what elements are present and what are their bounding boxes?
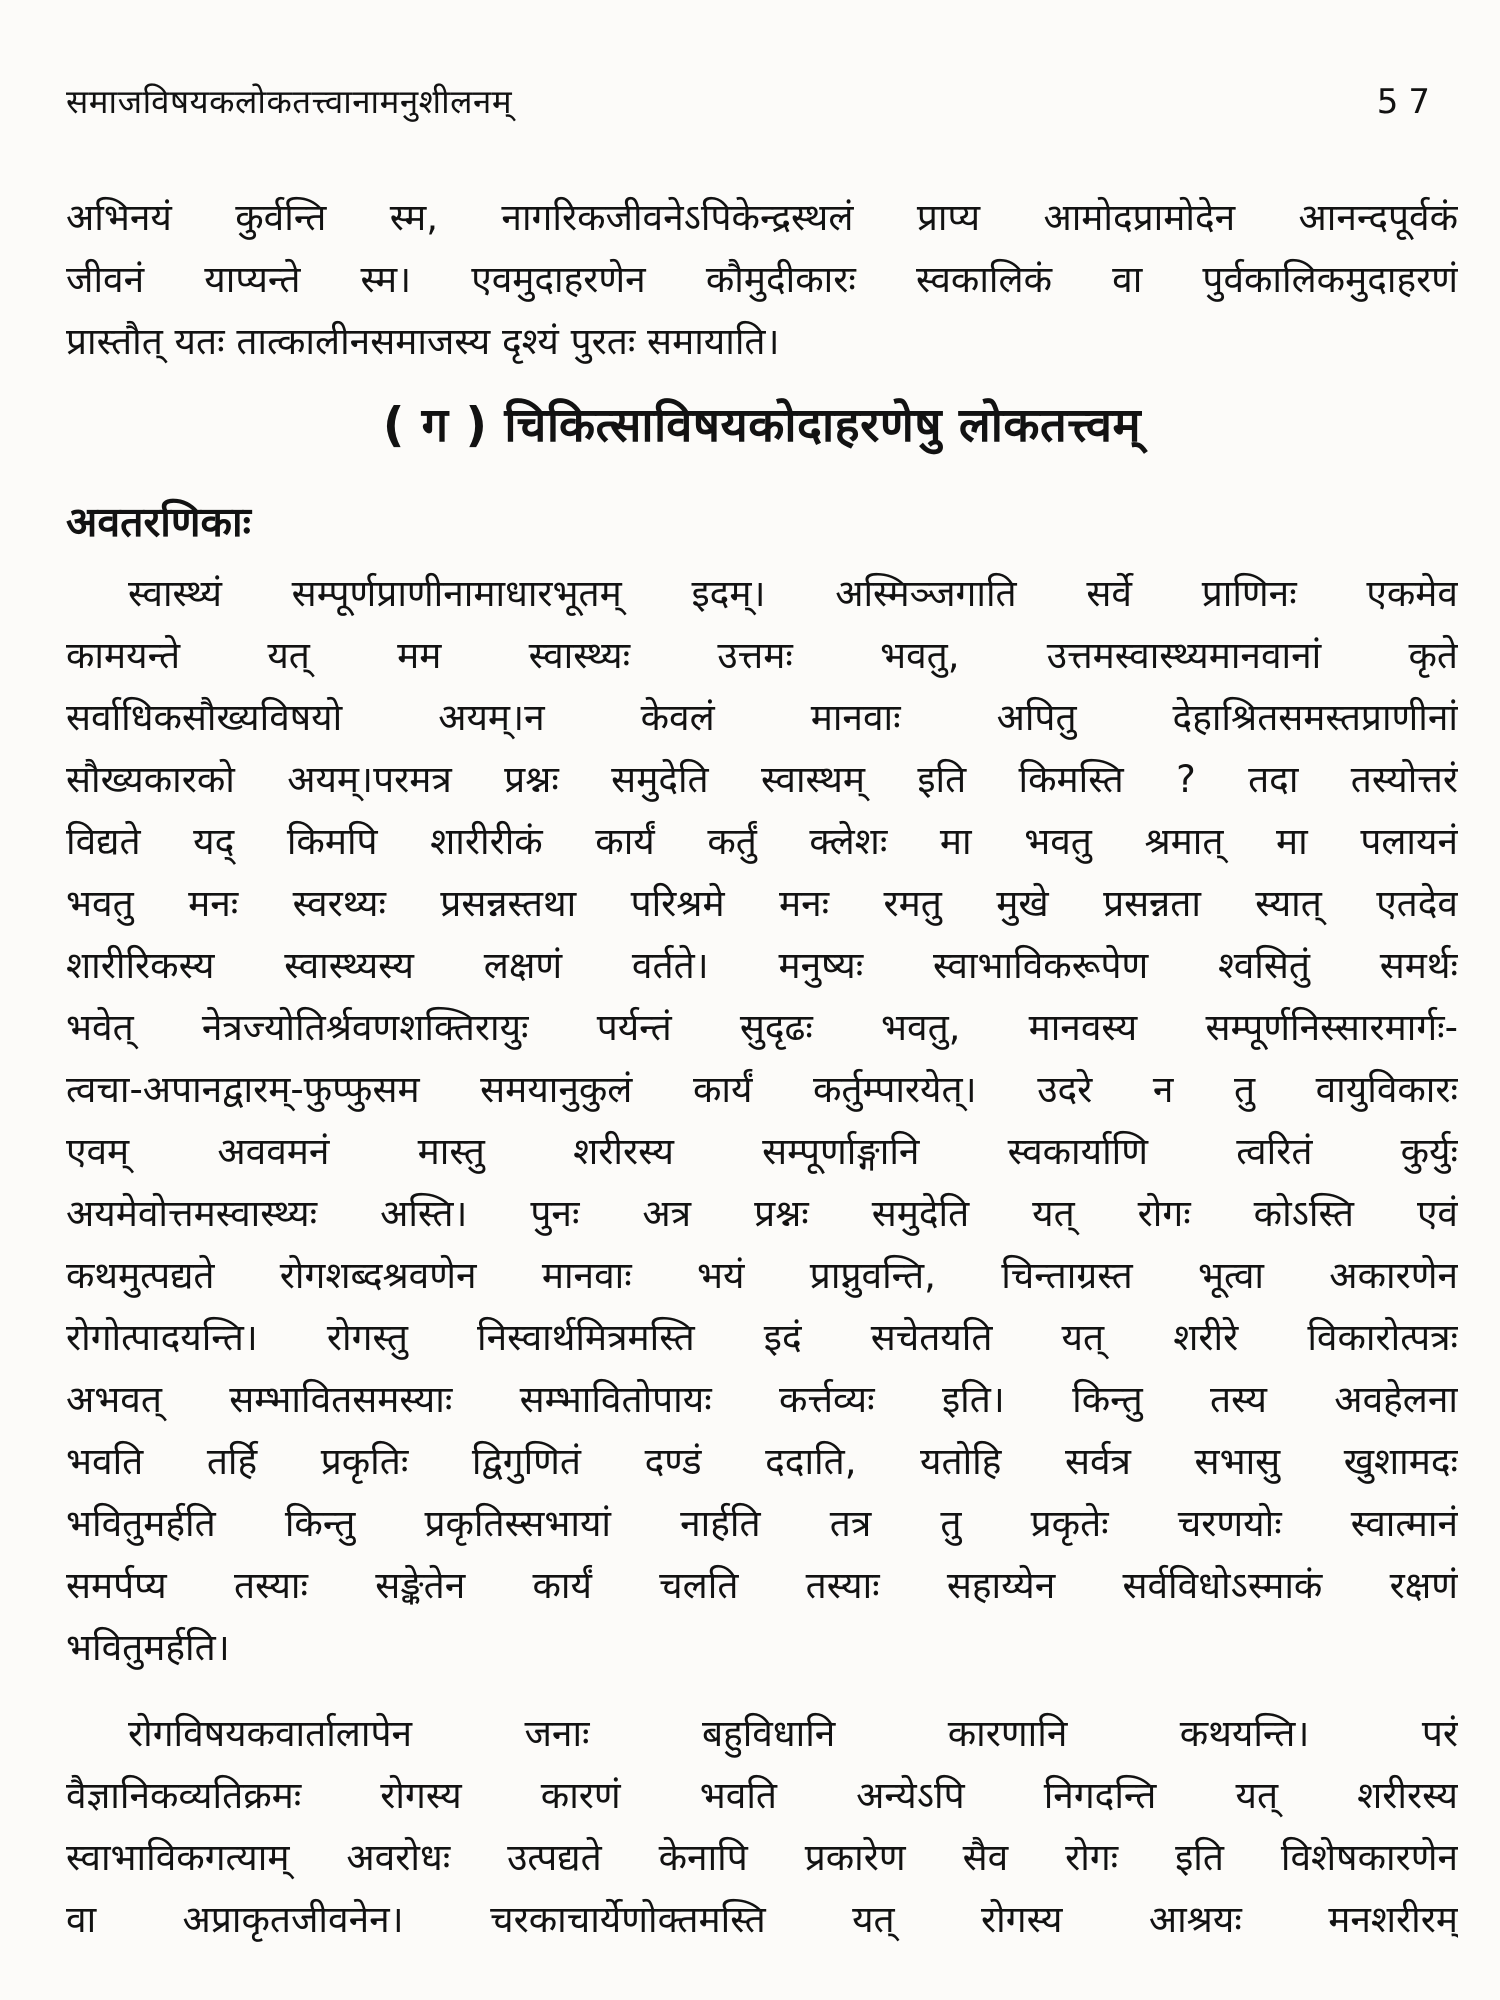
text-line: भवितुमर्हति। xyxy=(66,1626,230,1669)
text-line: भवितुमर्हति किन्तु प्रकृतिस्सभायां नार्हति तत्र तु प्रकृतेः चरणयोः स्वात्मानं xyxy=(66,1502,1458,1545)
running-header xyxy=(66,78,1458,123)
closing-paragraph xyxy=(66,1703,1458,1951)
body-paragraph xyxy=(66,563,1458,1679)
text-line: अभवत् सम्भावितसमस्याः सम्भावितोपायः कर्त्तव्यः इति। किन्तु तस्य अवहेलना xyxy=(66,1378,1458,1421)
text-line: भवति तर्हि प्रकृतिः द्विगुणितं दण्डं ददाति, यतोहि सर्वत्र सभासु खुशामदः xyxy=(66,1440,1458,1483)
text-line: सौख्यकारको अयम्।परमत्र प्रश्नः समुदेति स्वास्थम् इति किमस्ति ? तदा तस्योत्तरं xyxy=(66,758,1458,801)
text-line: त्वचा-अपानद्वारम्-फुप्फुसम समयानुकुलं कार्यं कर्तुम्पारयेत्। उदरे न तु वायुविकारः xyxy=(66,1068,1458,1111)
text-line: वा अप्राकृतजीवनेन। चरकाचार्येणोक्तमस्ति यत् रोगस्य आश्रयः मनशरीरम् xyxy=(66,1898,1458,1941)
text-line: जीवनं याप्यन्ते स्म। एवमुदाहरणेन कौमुदीकारः स्वकालिकं वा पुर्वकालिकमुदाहरणं xyxy=(66,258,1458,301)
text-line: सर्वाधिकसौख्यविषयो अयम्।न केवलं मानवाः अपितु देहाश्रितसमस्तप्राणीनां xyxy=(66,696,1458,739)
text-line: रोगोत्पादयन्ति। रोगस्तु निस्वार्थमित्रमस्ति इदं सचेतयति यत् शरीरे विकारोत्पत्रः xyxy=(66,1316,1458,1359)
text-line: कामयन्ते यत् मम स्वास्थ्यः उत्तमः भवतु, उत्तमस्वास्थ्यमानवानां कृते xyxy=(66,634,1458,677)
running-header-title: समाजविषयकलोकतत्त्वानामनुशीलनम् xyxy=(66,82,513,121)
text-line: रोगविषयकवार्तालापेन जनाः बहुविधानि कारणानि कथयन्ति। परं xyxy=(128,1712,1458,1755)
text-line: भवतु मनः स्वरथ्यः प्रसन्नस्तथा परिश्रमे मनः रमतु मुखे प्रसन्नता स्यात् एतदेव xyxy=(66,882,1458,925)
sub-heading: अवतरणिकाः xyxy=(66,498,251,546)
text-line: एवम् अववमनं मास्तु शरीरस्य सम्पूर्णाङ्गानि स्वकार्याणि त्वरितं कुर्युः xyxy=(66,1130,1458,1173)
text-line: अभिनयं कुर्वन्ति स्म, नागरिकजीवनेऽपिकेन्द्रस्थलं प्राप्य आमोदप्रामोदेन आनन्दपूर्वकं xyxy=(66,196,1458,239)
text-line: प्रास्तौत् यतः तात्कालीनसमाजस्य दृश्यं पुरतः समायाति। xyxy=(66,320,780,363)
text-line: अयमेवोत्तमस्वास्थ्यः अस्ति। पुनः अत्र प्रश्नः समुदेति यत् रोगः कोऽस्ति एवं xyxy=(66,1192,1458,1235)
text-line: भवेत् नेत्रज्योतिर्श्रवणशक्तिरायुः पर्यन्तं सुदृढः भवतु, मानवस्य सम्पूर्णनिस्सारमार्गः- xyxy=(66,1006,1458,1049)
page-number: 57 xyxy=(1376,82,1440,122)
section-heading: ( ग ) चिकित्साविषयकोदाहरणेषु लोकतत्त्वम् xyxy=(382,398,1142,453)
text-line: स्वास्थ्यं सम्पूर्णप्राणीनामाधारभूतम् इदम्। अस्मिञ्जगाति सर्वे प्राणिनः एकमेव xyxy=(128,572,1458,615)
intro-paragraph xyxy=(66,187,1458,373)
text-line: विद्यते यद् किमपि शारीरीकं कार्यं कर्तुं क्लेशः मा भवतु श्रमात् मा पलायनं xyxy=(66,820,1458,863)
text-line: शारीरिकस्य स्वास्थ्यस्य लक्षणं वर्तते। मनुष्यः स्वाभाविकरूपेण श्वसितुं समर्थः xyxy=(66,944,1458,987)
text-line: स्वाभाविकगत्याम् अवरोधः उत्पद्यते केनापि प्रकारेण सैव रोगः इति विशेषकारणेन xyxy=(66,1836,1458,1879)
text-line: समर्पप्य तस्याः सङ्केतेन कार्यं चलति तस्याः सहाय्येन सर्वविधोऽस्माकं रक्षणं xyxy=(66,1564,1458,1607)
text-line: कथमुत्पद्यते रोगशब्दश्रवणेन मानवाः भयं प्राप्नुवन्ति, चिन्ताग्रस्त भूत्वा अकारणेन xyxy=(66,1254,1458,1297)
text-line: वैज्ञानिकव्यतिक्रमः रोगस्य कारणं भवति अन्येऽपि निगदन्ति यत् शरीरस्य xyxy=(66,1774,1458,1817)
